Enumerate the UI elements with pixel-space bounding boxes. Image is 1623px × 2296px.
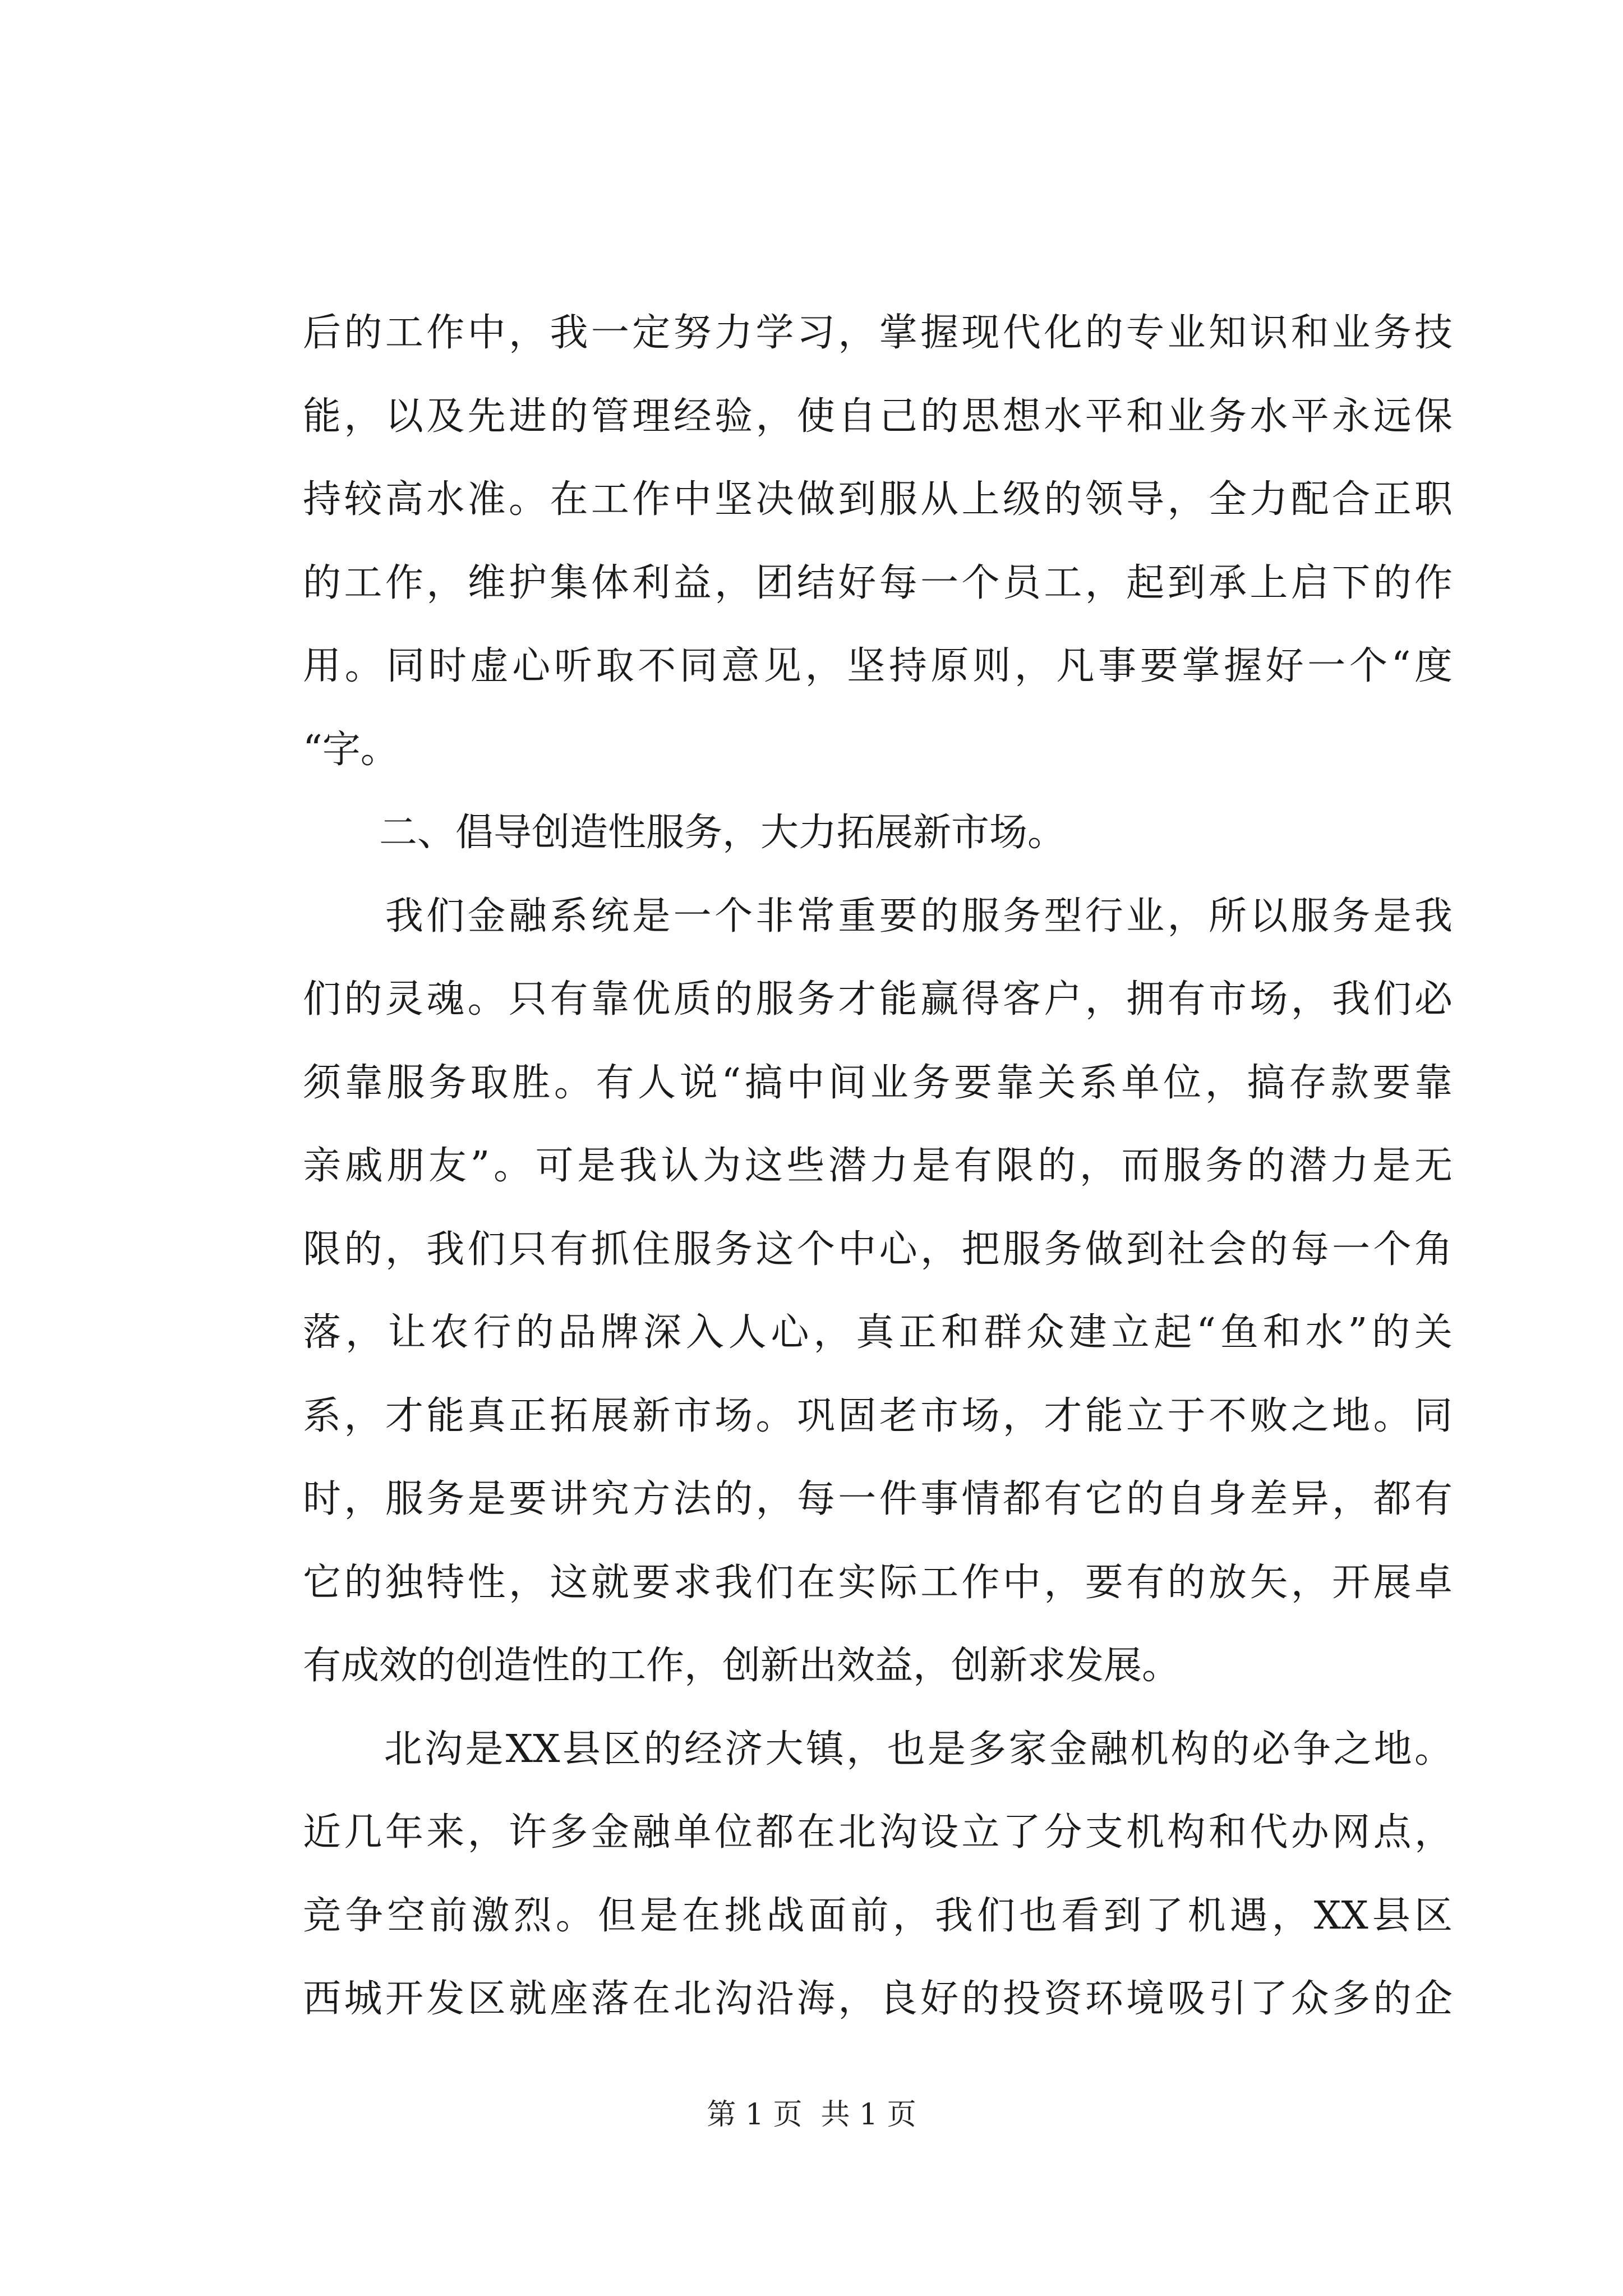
body-line: 落，让农行的品牌深入人心，真正和群众建立起“鱼和水”的关 — [303, 1310, 1453, 1355]
body-line: 时，服务是要讲究方法的，每一件事情都有它的自身差异，都有 — [303, 1477, 1453, 1521]
body-line: 的工作，维护集体利益，团结好每一个员工，起到承上启下的作 — [303, 560, 1453, 605]
body-line: 须靠服务取胜。有人说“搞中间业务要靠关系单位，搞存款要靠 — [303, 1060, 1453, 1105]
body-line: 亲戚朋友”。可是我认为这些潜力是有限的，而服务的潜力是无 — [303, 1144, 1453, 1188]
body-line: 限的，我们只有抓住服务这个中心，把服务做到社会的每一个角 — [303, 1227, 1453, 1272]
body-line: 北沟是XX县区的经济大镇，也是多家金融机构的必争之地。 — [303, 1727, 1453, 1772]
document-body — [303, 292, 1453, 2041]
page-number: 第 1 页 共 1 页 — [707, 2098, 916, 2132]
body-line: 持较高水准。在工作中坚决做到服从上级的领导，全力配合正职 — [303, 477, 1453, 522]
body-line: 它的独特性，这就要求我们在实际工作中，要有的放矢，开展卓 — [303, 1560, 1453, 1605]
body-line: 后的工作中，我一定努力学习，掌握现代化的专业知识和业务技 — [303, 311, 1453, 355]
body-line: 们的灵魂。只有靠优质的服务才能赢得客户，拥有市场，我们必 — [303, 977, 1453, 1022]
body-line: “字。 — [303, 727, 399, 772]
body-line: 有成效的创造性的工作，创新出效益，创新求发展。 — [303, 1644, 1181, 1688]
body-line: 用。同时虚心听取不同意见，坚持原则，凡事要掌握好一个“度 — [303, 644, 1453, 688]
body-line: 能，以及先进的管理经验，使自己的思想水平和业务水平永远保 — [303, 394, 1453, 439]
section-heading: 二、倡导创造性服务，大力拓展新市场。 — [303, 811, 1066, 855]
body-line: 竞争空前激烈。但是在挑战面前，我们也看到了机遇，XX县区 — [303, 1893, 1453, 1938]
body-line: 我们金融系统是一个非常重要的服务型行业，所以服务是我 — [303, 894, 1453, 938]
body-line: 西城开发区就座落在北沟沿海，良好的投资环境吸引了众多的企 — [303, 1977, 1453, 2021]
body-line: 系，才能真正拓展新市场。巩固老市场，才能立于不败之地。同 — [303, 1393, 1453, 1438]
page-footer — [0, 2098, 1623, 2132]
body-line: 近几年来，许多金融单位都在北沟设立了分支机构和代办网点， — [303, 1810, 1453, 1855]
